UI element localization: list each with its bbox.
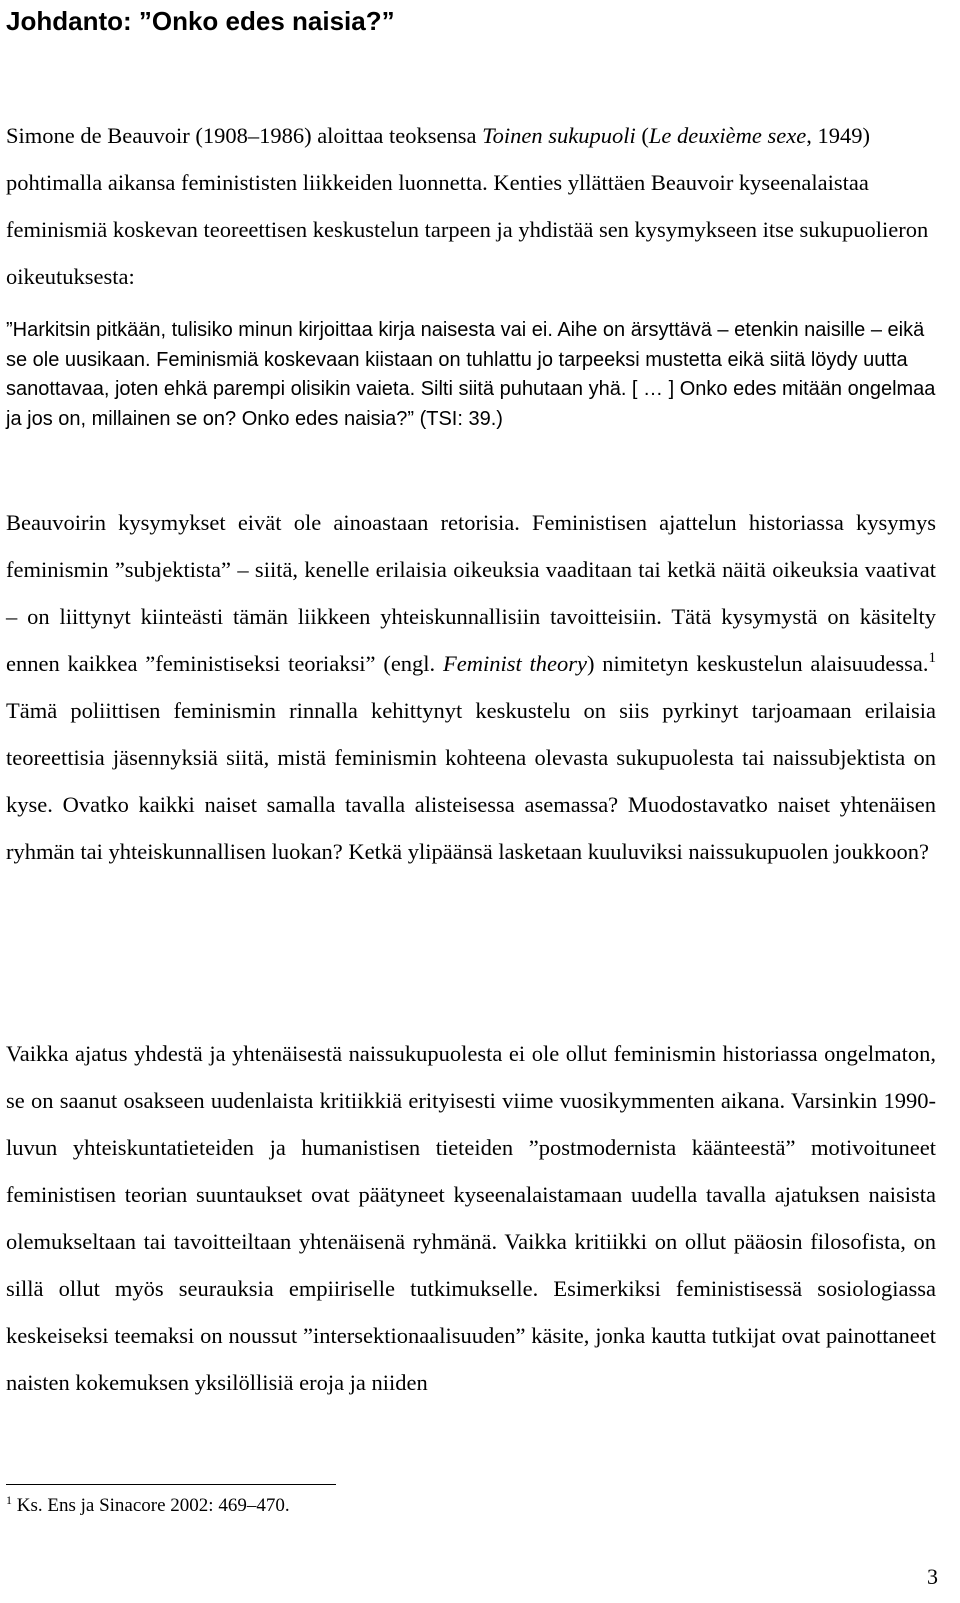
page-number: 3 [927,1564,938,1589]
para2-text-3: Tämä poliittisen feminismin rinnalla kehittynyt keskustelu on siis pyrkinyt tarjoamaan erilaisia teoreettisia jäsennyksiä siitä, mistä feminismin kohteena olevasta sukupuolesta tai naissubjektista on kyse. Ovatko kaikki naiset samalla tavalla alisteisessa asemassa? Muodostavatko naiset yhtenäisen ryhmän tai yhteiskunnallisen luokan? Ketkä ylipäänsä lasketaan kuuluviksi naissukupuolen joukkoon? [6,698,936,864]
section-heading: Johdanto: ”Onko edes naisia?” [6,6,395,36]
footnote-number: 1 [6,1493,12,1507]
footnote [6,1494,290,1518]
para2-text-2: ) nimitetyn keskustelun alaisuudessa. [587,651,929,676]
body-paragraph-2 [6,499,936,875]
footnote-reference: 1 [928,650,936,666]
intro-paragraph [6,112,936,300]
block-quote: ”Harkitsin pitkään, tulisiko minun kirjoittaa kirja naisesta vai ei. Aihe on ärsyttävä – etenkin naisille – eikä se ole uusikaan. Feminismiä koskevaan kiistaan on tuhlattu jo tarpeeksi mustetta eikä siitä löydy uutta sanottavaa, joten ehkä parempi olisikin vaieta. Silti siitä puhutaan yhä. [ … ] Onko edes mitään ongelmaa ja jos on, millainen se on? Onko edes naisia?” (TSI: 39.) [6,319,936,430]
intro-text-3: , 1949) pohtimalla aikansa feminististen liikkeiden luonnetta. Kenties yllättäen Beauvoir kyseenalaistaa feminismiä koskevan teoreettisen keskustelun tarpeen ja yhdistää sen kysymykseen itse sukupuolieron oikeutuksesta: [6,123,929,289]
intro-text-1: Simone de Beauvoir (1908–1986) aloittaa teoksensa [6,123,483,148]
book-title-french: Le deuxième sexe [648,123,807,148]
footnote-text: Ks. Ens ja Sinacore 2002: 469–470. [12,1495,290,1516]
body-paragraph-3: Vaikka ajatus yhdestä ja yhtenäisestä naissukupuolesta ei ole ollut feminismin historiassa ongelmaton, se on saanut osakseen uudenlaista kritiikkiä erityisesti viime vuosikymmenten aikana. Varsinkin 1990-luvun yhteiskuntatieteiden ja humanistisen tieteiden ”postmodernista käänteestä” motivoituneet feministisen teorian suuntaukset ovat päätyneet kyseenalaistamaan uudella tavalla ajatuksen naisista olemukseltaan tai tavoitteiltaan yhtenäisenä ryhmänä. Vaikka kritiikki on ollut pääosin filosofista, on sillä ollut myös seurauksia empiiriselle tutkimukselle. Esimerkiksi feministisessä sosiologiassa keskeiseksi teemaksi on noussut ”intersektionaalisuuden” käsite, jonka kautta tutkijat ovat painottaneet naisten kokemuksen yksilöllisiä eroja ja niiden [6,1041,936,1395]
book-title-finnish: Toinen sukupuoli [482,123,636,148]
feminist-theory-term: Feminist theory [442,651,588,676]
para2-text-1: Beauvoirin kysymykset eivät ole ainoastaan retorisia. Feministisen ajattelun historiassa kysymys feminismin ”subjektista” – siitä, kenelle erilaisia oikeuksia vaaditaan tai ketkä näitä oikeuksia vaativat – on liittynyt kiinteästi tämän liikkeen yhteiskunnallisiin tavoitteisiin. Tätä kysymystä on käsitelty ennen kaikkea ”feministiseksi teoriaksi” (engl. [6,510,936,676]
intro-text-2: ( [635,123,649,148]
footnote-separator [6,1484,336,1485]
